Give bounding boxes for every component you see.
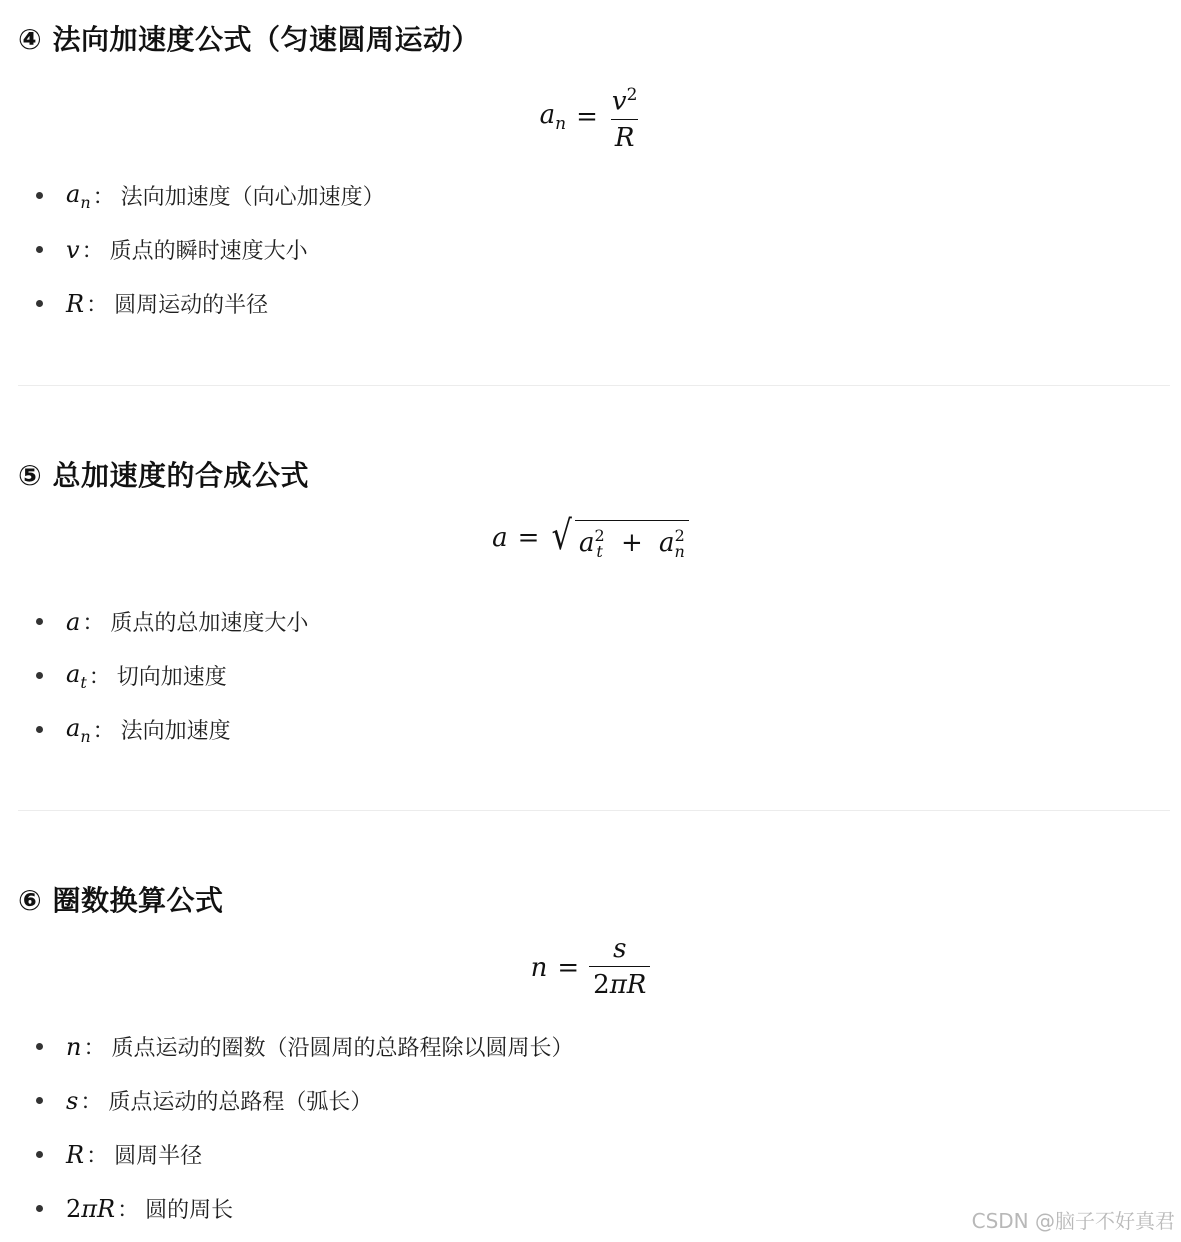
section-heading-6: ⑥ 圈数换算公式 (18, 884, 224, 917)
fraction-numerator: s (613, 934, 627, 964)
bullet-icon (36, 1151, 43, 1158)
list-item (36, 234, 308, 265)
symbol: $a_n$ (66, 180, 91, 212)
colon: ： (117, 1198, 140, 1223)
colon: ： (88, 665, 111, 691)
symbol: R (66, 1140, 85, 1169)
definition-text: 法向加速度 (120, 719, 231, 745)
definition-text: 法向加速度（向心加速度） (120, 185, 385, 211)
bullet-icon (36, 618, 43, 625)
formula-lhs: n (530, 952, 548, 983)
symbol: $a_t$ (66, 660, 87, 692)
list-item (36, 1139, 202, 1170)
list-item (36, 1031, 574, 1062)
colon: ： (92, 719, 115, 745)
divider (18, 385, 1170, 386)
formula-lhs: a (492, 522, 508, 553)
symbol: R (66, 289, 85, 318)
bullet-icon (36, 672, 43, 679)
sqrt-icon: √ (552, 513, 573, 559)
bullet-icon (36, 246, 43, 253)
definition-text: 质点的总加速度大小 (110, 611, 309, 636)
symbol: v (66, 235, 80, 264)
colon: ： (83, 1036, 106, 1061)
list-item (36, 1193, 233, 1224)
colon: ： (80, 1090, 103, 1115)
list-item (36, 288, 268, 319)
definition-text: 切向加速度 (116, 665, 227, 691)
symbol: a (66, 607, 81, 636)
formula-lhs: $a_n$ (539, 99, 567, 134)
fraction-denominator: R (611, 119, 639, 154)
list-item (36, 1085, 372, 1116)
list-item (36, 714, 231, 746)
colon: ： (81, 239, 104, 264)
watermark: CSDN @脑子不好真君 (971, 1209, 1175, 1233)
formula-normal-acceleration (0, 80, 1181, 154)
definition-text: 圆的周长 (145, 1198, 234, 1223)
formula-fraction (589, 934, 650, 1001)
bullet-icon (36, 1097, 43, 1104)
divider (18, 810, 1170, 811)
formula-fraction (608, 80, 642, 154)
symbol: n (66, 1032, 82, 1061)
bullet-icon (36, 192, 43, 199)
fraction-denominator: 2πR (589, 966, 650, 1001)
list-item (36, 660, 227, 692)
symbol: 2πR (66, 1194, 116, 1223)
bullet-icon (36, 300, 43, 307)
formula-sqrt (549, 514, 688, 561)
bullet-icon (36, 1043, 43, 1050)
colon: ： (82, 611, 105, 636)
colon: ： (86, 1144, 109, 1169)
definition-text: 质点运动的总路程（弧长） (108, 1090, 373, 1115)
definition-text: 圆周运动的半径 (114, 293, 269, 318)
section-heading-4: ④ 法向加速度公式（匀速圆周运动） (18, 23, 480, 56)
colon: ： (92, 185, 115, 211)
sqrt-radicand: a 2 t + a 2 n (575, 520, 689, 561)
definition-text: 圆周半径 (114, 1144, 203, 1169)
formula-equals: = (557, 952, 580, 983)
symbol: $a_n$ (66, 714, 91, 746)
list-item (36, 606, 308, 637)
fraction-numerator: $v^2$ (611, 85, 638, 117)
list-item (36, 180, 385, 212)
definition-text: 质点运动的圈数（沿圆周的总路程除以圆周长） (111, 1036, 574, 1061)
formula-revolutions (0, 934, 1181, 1001)
formula-total-acceleration (0, 514, 1181, 561)
bullet-icon (36, 726, 43, 733)
definition-text: 质点的瞬时速度大小 (109, 239, 308, 264)
section-heading-5: ⑤ 总加速度的合成公式 (18, 459, 309, 492)
bullet-icon (36, 1205, 43, 1212)
formula-equals: = (576, 101, 598, 132)
formula-equals: = (517, 522, 540, 553)
colon: ： (86, 293, 109, 318)
symbol: s (66, 1086, 79, 1115)
